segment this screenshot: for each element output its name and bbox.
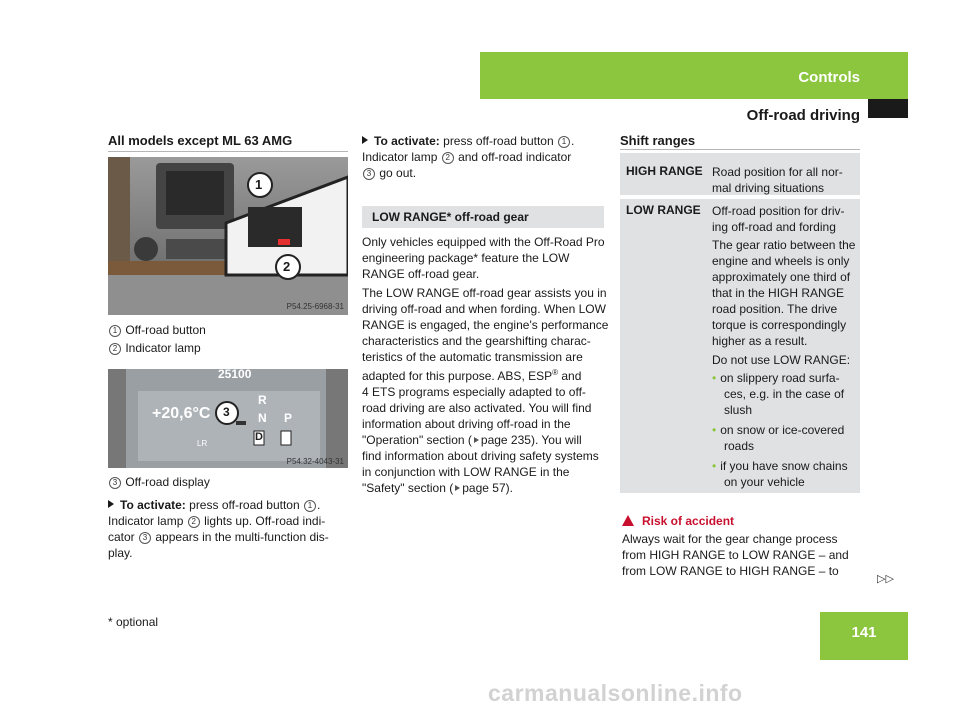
warning-text: Always wait for the gear change process from HIGH RANGE to LOW RANGE – and from LOW RANGE to HIGH RANGE – to xyxy=(622,532,849,578)
section-tab xyxy=(480,52,908,99)
page-ref-link[interactable]: page 57). xyxy=(462,481,513,495)
bullet-icon: • xyxy=(712,423,717,437)
right-heading-rule xyxy=(620,149,860,150)
page-ref-icon xyxy=(455,485,460,491)
page-number: 141 xyxy=(851,624,877,641)
gear-p: P xyxy=(284,411,293,425)
low-range-body: Only vehicles equipped with the Off-Road Pro engineering package* feature the LOW RANGE off-road gear. The LOW RANGE off-road gear assists you in driving off-road and when fording. When LOW RANGE is engaged, the engine's performance characteristics and the gearshifting charac- teristics of the automatic transmission are adapted for this purpose. ABS, ESP® and 4 ETS programs especially adapted to off- road driving are also activated. You will find information about driving off-road in the "Operation" section ( page 235). You will find information about driving safety systems in conjunction with LOW RANGE in the "Safety" section ( page 57). xyxy=(362,235,609,495)
callout-3: 3 xyxy=(223,405,230,419)
legend-item-1: 1 Off-road button xyxy=(108,322,206,338)
instruction-arrow-icon xyxy=(362,136,368,144)
instruction-arrow-icon xyxy=(108,500,114,508)
left-heading: All models except ML 63 AMG xyxy=(108,133,293,148)
watermark: carmanualsonline.info xyxy=(488,680,743,706)
dashboard-photo xyxy=(108,157,348,315)
running-title: Off-road driving xyxy=(746,107,860,124)
instrument-cluster-photo xyxy=(108,369,348,468)
footnote: * optional xyxy=(108,615,159,629)
callout-2: 2 xyxy=(283,259,291,274)
gear-n: N xyxy=(258,411,267,425)
continued-icon: ▷▷ xyxy=(877,573,894,585)
shift-ranges-table xyxy=(620,153,860,493)
list-item: • if you have snow chains xyxy=(712,459,848,473)
gear-d: D xyxy=(255,431,263,443)
left-heading-rule xyxy=(108,151,348,152)
bullet-icon: • xyxy=(712,371,717,385)
legend-item-2: 2 Indicator lamp xyxy=(108,340,201,356)
table-row-separator xyxy=(620,195,860,199)
dashboard-illustration xyxy=(108,157,348,315)
callout-1: 1 xyxy=(255,177,263,192)
thumb-marker xyxy=(868,99,908,118)
warning-triangle-icon xyxy=(622,515,634,526)
page-ref-link[interactable]: page 235). You will xyxy=(480,433,582,447)
gear-r: R xyxy=(258,393,267,407)
warning-title: Risk of accident xyxy=(622,514,734,528)
page-number-box xyxy=(820,612,908,660)
low-range-label: LOW RANGE xyxy=(626,203,701,217)
photo2-code: P54.32-4043-31 xyxy=(286,457,344,466)
high-range-description: Road position for all nor- mal driving situations xyxy=(712,165,843,195)
temperature: +20,6°C xyxy=(152,405,211,422)
shift-ranges-heading: Shift ranges xyxy=(620,133,696,148)
middle-activate-instruction: To activate: press off-road button 1 . Indicator lamp 2 and off-road indicator 3 go out. xyxy=(362,134,575,180)
list-item: • on snow or ice-covered xyxy=(712,423,845,437)
left-activate-instruction: To activate: press off-road button 1 . Indicator lamp 2 lights up. Off-road indi- cator 3 appears in the multi-function dis- play. xyxy=(108,498,329,560)
high-range-label: HIGH RANGE xyxy=(626,164,703,178)
photo1-code: P54.25-6968-31 xyxy=(286,302,344,311)
low-range-heading: LOW RANGE* off-road gear xyxy=(362,206,604,228)
lr-indicator: LR xyxy=(197,439,208,448)
list-item: • on slippery road surfa- xyxy=(712,371,840,385)
bullet-icon: • xyxy=(712,459,717,473)
low-range-description: Off-road position for driv- ing off-road and fording The gear ratio between the engine and wheels is only approximately one third of that in the HIGH RANGE road position. The drive torque is correspondingly higher as a result. Do not use LOW RANGE: • on slippery road surfa- ces, e.g. in the case of slush • on snow or ice-covered roads • if you have snow chains on your vehicle xyxy=(712,203,860,490)
section-title: Controls xyxy=(798,69,860,86)
legend-item-3: 3 Off-road display xyxy=(108,474,210,490)
odometer: 25100 xyxy=(218,369,252,381)
page-ref-icon xyxy=(474,437,479,443)
